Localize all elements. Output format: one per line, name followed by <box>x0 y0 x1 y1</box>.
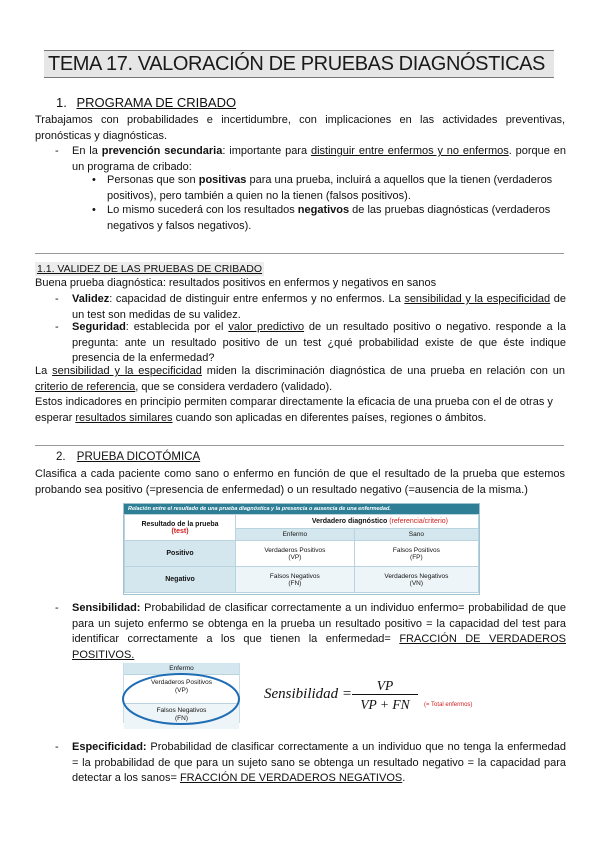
section1-title: PROGRAMA DE CRIBADO <box>76 95 237 110</box>
table-row-negativo: Negativo <box>125 567 236 593</box>
formula-label: Sensibilidad = <box>264 686 353 702</box>
crop-fn: Falsos Negativos (FN) <box>124 704 239 729</box>
section11-seguridad: Seguridad: establecida por el valor predictivo de un resultado positivo o negativo. responde a la pregunta: ante un resultado positivo de un test ¿qué probabilidad existe de que éste indique presencia de la enfermedad? <box>72 321 566 364</box>
table-caption: Relación entre el resultado de una prueba diagnóstica y la presencia o ausencia de una enfermedad. <box>124 504 479 514</box>
section11-heading: 1.1. VALIDEZ DE LAS PRUEBAS DE CRIBADO <box>37 263 263 275</box>
formula-denominator: VP + FN <box>360 697 410 712</box>
section2-intro: Clasifica a cada paciente como sano o enfermo en función de que el resultado de la prueba que estemos probando sea positivo (=presencia de enfermedad) o un resultado negativo (=ausencia de la misma.) <box>35 468 565 496</box>
table-col-enfermo: Enfermo <box>236 529 355 541</box>
table-col-header: Verdadero diagnóstico (referencia/criterio) <box>236 515 479 529</box>
table-cell-fp: Falsos Positivos (FP) <box>354 541 478 567</box>
dash-bullet: - <box>55 293 59 305</box>
section1-bullet-prevencion: En la prevención secundaria: importante para distinguir entre enfermos y no enfermos. porque en un programa de cribado: <box>72 145 566 173</box>
table-cell-vn: Verdaderos Negativos (VN) <box>354 567 478 593</box>
page-title: TEMA 17. VALORACIÓN DE PRUEBAS DIAGNÓSTICAS <box>48 53 545 75</box>
table-col-sano: Sano <box>354 529 478 541</box>
section1-number: 1. <box>56 95 67 110</box>
formula-numerator: VP <box>376 678 394 693</box>
dash-bullet: - <box>55 321 59 333</box>
dash-bullet: - <box>55 602 59 614</box>
formula-note: (= Total enfermos) <box>424 702 473 708</box>
section2-sensibilidad: Sensibilidad: Probabilidad de clasificar correctamente a un individuo enfermo= probabilidad de que para un sujeto enfermo se obtenga en la prueba un resultado positivo = la capacidad del test para identificar correctamente a los que tienen la enfermedad= FRACCIÓN DE VERDADEROS POSITIVOS. <box>72 602 567 661</box>
section11-intro: Buena prueba diagnóstica: resultados positivos en enfermos y negativos en sanos <box>35 277 437 289</box>
divider <box>35 253 564 254</box>
table-row-positivo: Positivo <box>125 541 236 567</box>
dash-bullet: - <box>55 145 59 157</box>
dash-bullet: - <box>55 741 59 753</box>
diagnostic-table <box>123 503 480 595</box>
section11-paragraph1: La sensibilidad y la especificidad miden la discriminación diagnóstica de una prueba en relación con un criterio de referencia, que se considera verdadero (validado). <box>35 365 566 393</box>
section11-validez: Validez: capacidad de distinguir entre enfermos y no enfermos. La sensibilidad y la especificidad de un test son medidas de su validez. <box>72 293 566 321</box>
table-cell-fn: Falsos Negativos (FN) <box>236 567 355 593</box>
divider <box>35 445 564 446</box>
title-bar <box>44 50 554 78</box>
crop-vp: Verdaderos Positivos (VP) <box>124 675 239 704</box>
section11-paragraph2: Estos indicadores en principio permiten comparar directamente la eficacia de una prueba con el de otras y esperar resultados similares cuando son aplicadas en diferentes países, regiones o ámbitos. <box>35 396 553 424</box>
fraction-bar <box>352 694 418 695</box>
table-row-header: Resultado de la prueba (test) <box>125 515 236 541</box>
dot-bullet: • <box>92 204 96 216</box>
section1-sub-positivas: Personas que son positivas para una prueba, incluirá a aquellos que la tienen (verdaderos positivos), pero también a quien no la tienen (falsos positivos). <box>107 174 553 202</box>
section1-heading <box>56 95 236 110</box>
crop-enfermo: Enfermo <box>124 663 239 675</box>
section1-sub-negativos: Lo mismo sucederá con los resultados negativos de las pruebas diagnósticas (verdaderos negativos y falsos negativos). <box>107 204 551 232</box>
table-cell-vp: Verdaderos Positivos (VP) <box>236 541 355 567</box>
section2-especificidad: Especificidad: Probabilidad de clasificar correctamente a un individuo que no tenga la enfermedad = la probabilidad de que para un sujeto sano se obtenga un resultado negativo = la capacidad para detectar a los sanos= FRACCIÓN DE VERDADEROS NEGATIVOS. <box>72 741 566 784</box>
dot-bullet: • <box>92 174 96 186</box>
ellipse-highlight <box>120 671 242 727</box>
section2-heading: 2. PRUEBA DICOTÓMICA <box>56 451 201 463</box>
section1-intro: Trabajamos con probabilidades e incertidumbre, con implicaciones en las actividades preventivas, pronósticas y diagnósticas. <box>35 114 565 142</box>
